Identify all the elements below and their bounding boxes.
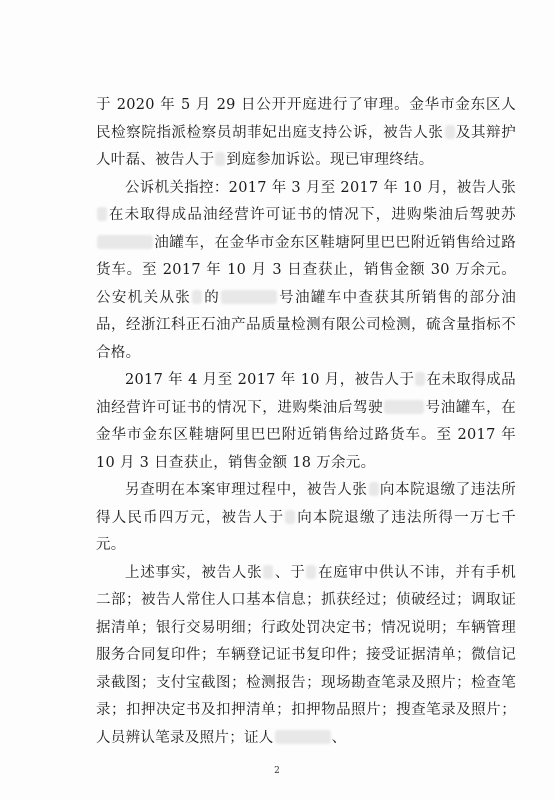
paragraph [96, 175, 516, 368]
text-segment: 在未取得成品油经营许可证书的情况下，进购柴油后驾驶苏 [108, 207, 516, 223]
paragraph [96, 477, 516, 560]
text-segment: 上述事实，被告人张 [125, 564, 263, 581]
redaction-mark [306, 565, 316, 579]
redaction-mark [275, 730, 331, 744]
text-segment: 、于 [274, 564, 306, 581]
redaction-mark [384, 400, 424, 414]
text-segment: 向本院退缴了违法所得一万七千元。 [96, 509, 516, 553]
text-segment: 号油罐车，在金华市金东区鞋塘阿里巴巴附近销售给过路货车。至 2017 年 10 月 3 日查获止，销售金额 18 万余元。 [96, 399, 516, 471]
text-segment: 及其辩护人叶磊、被告人于 [96, 124, 516, 168]
redaction-mark [215, 152, 225, 166]
text-segment: 号油罐车中查获其所销售的部分油品，经浙江科正石油产品质量检测有限公司检测，硫含量指标不合格。 [96, 289, 516, 361]
page-number: 2 [274, 766, 280, 776]
text-segment: 在未取得成品油经营许可证书的情况下，进购柴油后驾驶 [96, 372, 516, 416]
text-segment: 到庭参加诉讼。现已审理终结。 [226, 152, 434, 168]
redaction-mark [97, 207, 107, 221]
text-segment: 的 [203, 289, 221, 306]
redaction-mark [192, 290, 202, 304]
paragraph [96, 560, 516, 753]
redaction-mark [221, 290, 277, 304]
text-segment: 公诉机关指控：2017 年 3 月至 2017 年 10 月，被告人张 [125, 179, 516, 196]
judgment-text-block [96, 92, 516, 752]
text-segment: 于 2020 年 5 月 29 日公开开庭进行了审理。金华市金东区人民检察院指派检察员胡菲妃出庭支持公诉，被告人张 [96, 97, 516, 141]
text-segment: 、 [331, 729, 347, 746]
redaction-mark [445, 125, 455, 139]
paragraph [96, 92, 516, 175]
text-segment: 2017 年 4 月至 2017 年 10 月，被告人于 [125, 372, 415, 388]
text-segment: 油罐车，在金华市金东区鞋塘阿里巴巴附近销售给过路货车。至 2017 年 10 月 3 日查获止，销售金额 30 万余元。公安机关从张 [96, 234, 516, 306]
text-segment: 另查明在本案审理过程中，被告人张 [125, 482, 368, 498]
redaction-mark [263, 565, 273, 579]
text-segment: 向本院退缴了违法所得人民币四万元，被告人于 [96, 482, 516, 526]
redaction-mark [415, 372, 425, 386]
redaction-mark [285, 510, 295, 524]
paragraph [96, 367, 516, 477]
redaction-mark [369, 482, 379, 496]
redaction-mark [97, 235, 153, 249]
text-segment: 在庭审中供认不讳，并有手机二部；被告人常住人口基本信息；抓获经过；侦破经过；调取证据清单；银行交易明细；行政处罚决定书；情况说明；车辆管理服务合同复印件；车辆登记证书复印件；接受证据清单；微信记录截图；支付宝截图；检测报告；现场勘查笔录及照片；检查笔录；扣押决定书及扣押清单；扣押物品照片；搜查笔录及照片；人员辨认笔录及照片；证人 [96, 564, 516, 746]
